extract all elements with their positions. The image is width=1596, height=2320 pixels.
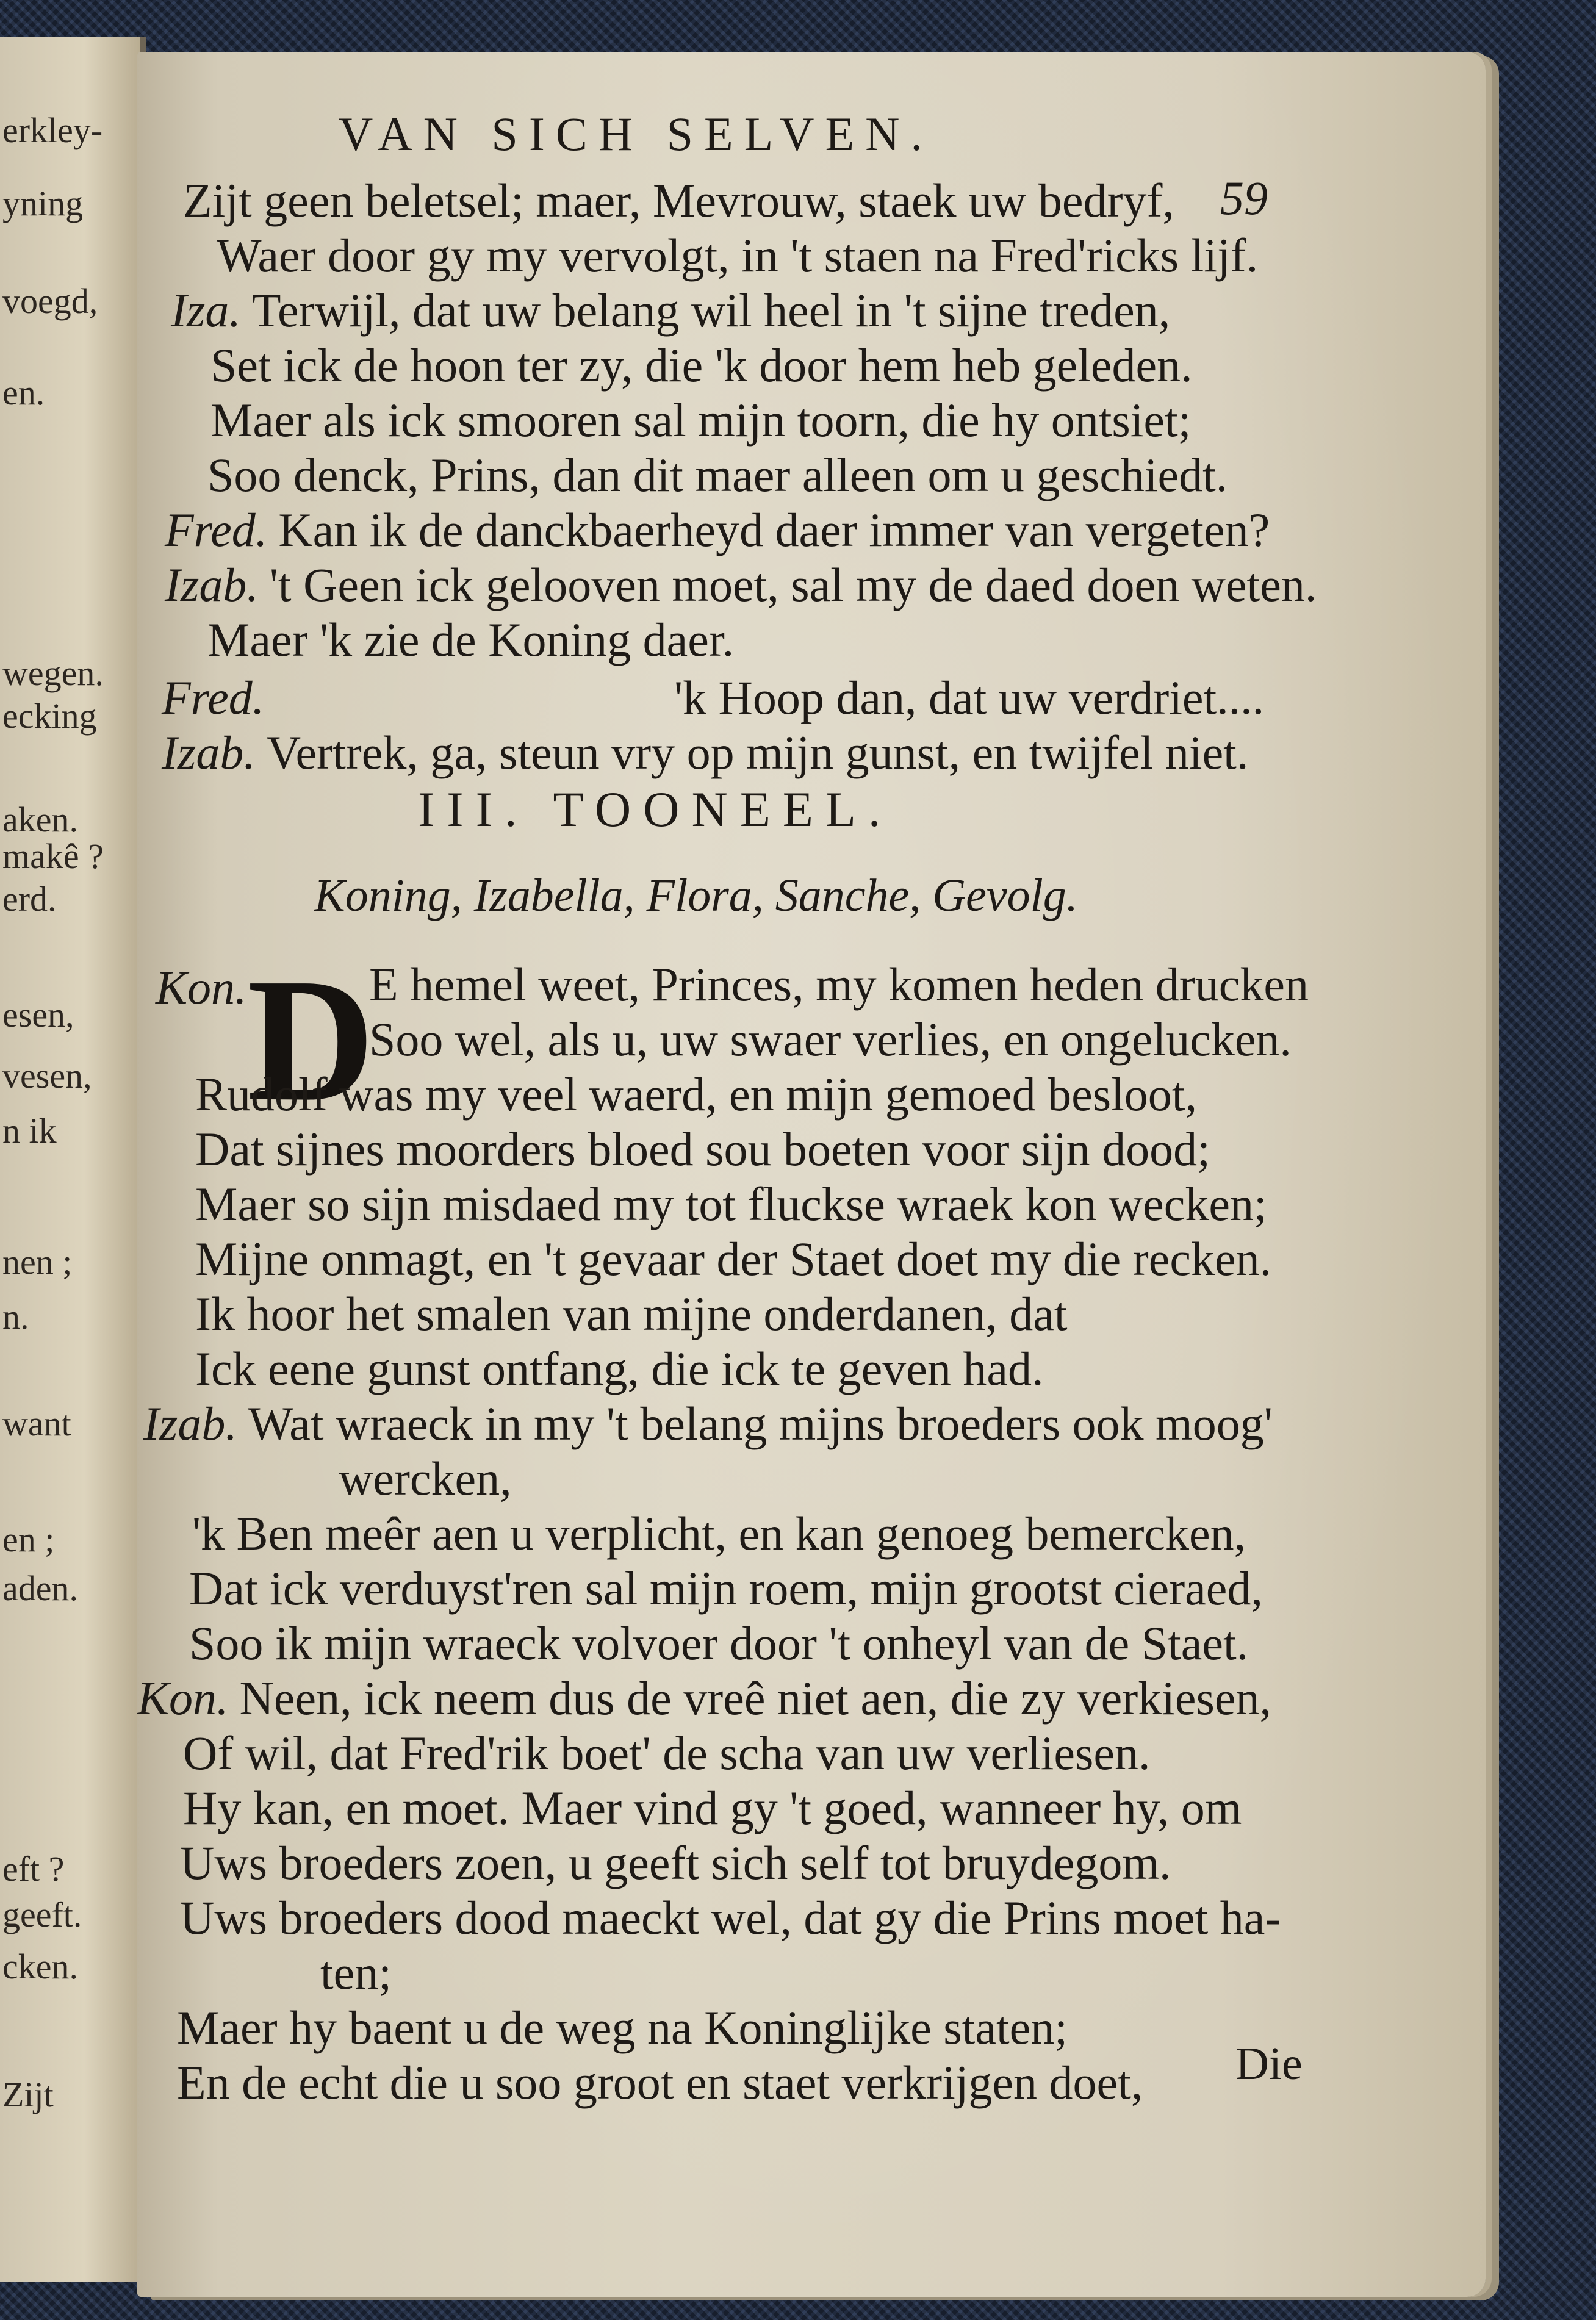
verse-line: ten; (320, 1946, 392, 1999)
verse-line: Set ick de hoon ter zy, die 'k door hem heb geleden. (210, 339, 1193, 392)
facing-fragment: voegd, (2, 281, 98, 321)
facing-fragment: wegen. (2, 653, 104, 693)
running-head: VAN SICH SELVEN. (339, 107, 933, 160)
speaker-label: Izab. (143, 1397, 237, 1450)
facing-fragment: vesen, (2, 1056, 92, 1096)
facing-fragment: aken. (2, 800, 78, 839)
verse-line: Dat ick verduyst'ren sal mijn roem, mijn grootst cieraed, (189, 1562, 1263, 1615)
speaker-label: Fred. (165, 503, 268, 556)
verse-line: Uws broeders zoen, u geeft sich self tot bruydegom. (180, 1836, 1171, 1889)
speaker-label: Izab. (162, 726, 256, 779)
speaker-label: Kon. (137, 1672, 229, 1725)
verse-line (162, 671, 275, 724)
facing-fragment: yning (2, 184, 84, 223)
catchword: Die (1235, 2038, 1303, 2089)
facing-fragment: n ik (2, 1111, 57, 1151)
facing-fragment: want (2, 1404, 71, 1443)
verse-line: Maer hy baent u de weg na Koninglijke staten; (177, 2001, 1068, 2054)
verse-line: Zijt geen beletsel; maer, Mevrouw, staek uw bedryf, (183, 174, 1174, 227)
verse-line: Uws broeders dood maeckt wel, dat gy die Prins moet ha- (180, 1891, 1281, 1944)
verse-line: wercken, (339, 1452, 512, 1505)
speaker-label: Fred. (162, 671, 265, 724)
verse-line: Of wil, dat Fred'rik boet' de scha van uw verliesen. (183, 1726, 1151, 1780)
verse-line: Izab. Wat wraeck in my 't belang mijns broeders ook moog' (143, 1397, 1273, 1450)
verse-line: Maer als ick smooren sal mijn toorn, die hy ontsiet; (210, 393, 1192, 447)
facing-fragment: erkley- (2, 110, 103, 150)
facing-fragment: en ; (2, 1520, 55, 1559)
verse-line: E hemel weet, Princes, my komen heden drucken (369, 958, 1309, 1011)
verse-line: Hy kan, en moet. Maer vind gy 't goed, wanneer hy, om (183, 1781, 1242, 1834)
verse-line: Ik hoor het smalen van mijne onderdanen, dat (195, 1287, 1068, 1340)
verse-line: Maer 'k zie de Koning daer. (207, 613, 735, 666)
facing-fragment: makê ? (2, 836, 104, 876)
verse-line: 'k Ben meêr aen u verplicht, en kan genoeg bemercken, (192, 1507, 1246, 1560)
facing-fragment: nen ; (2, 1242, 73, 1282)
facing-fragment: cken. (2, 1947, 78, 1986)
facing-fragment: en. (2, 373, 45, 412)
drop-cap: D (247, 942, 375, 1138)
verse-line: Fred. Kan ik de danckbaerheyd daer immer van vergeten? (165, 503, 1270, 556)
verse-line: Izab. 't Geen ick gelooven moet, sal my de daed doen weten. (165, 558, 1317, 611)
verse-line: Mijne onmagt, en 't gevaar der Staet doet my die recken. (195, 1232, 1272, 1285)
facing-fragment: n. (2, 1297, 29, 1337)
facing-fragment: eft ? (2, 1849, 65, 1889)
speaker-label: Kon. (156, 961, 247, 1014)
verse-line: Waer door gy my vervolgt, in 't staen na Fred'ricks lijf. (217, 229, 1259, 282)
verse-line: Soo ik mijn wraeck volvoer door 't onheyl van de Staet. (189, 1617, 1249, 1670)
facing-fragment: aden. (2, 1568, 78, 1608)
verse-line: Maer so sijn misdaed my tot fluckse wraek kon wecken; (195, 1177, 1267, 1230)
verse-line: Dat sijnes moorders bloed sou boeten voor sijn dood; (195, 1122, 1210, 1176)
facing-fragment: Zijt (2, 2075, 54, 2114)
facing-fragment: erd. (2, 879, 57, 919)
verse-line: 'k Hoop dan, dat uw verdriet.... (674, 671, 1265, 724)
page-text (137, 52, 1486, 2297)
verse-line: Ick eene gunst ontfang, die ick te geven had. (195, 1342, 1044, 1395)
speaker-label: Izab. (165, 558, 259, 611)
verse-line: En de echt die u soo groot en staet verkrijgen doet, (177, 2056, 1143, 2109)
scene-title: III. TOONEEL. (418, 781, 893, 837)
facing-fragment: esen, (2, 995, 74, 1035)
facing-page-edge (0, 37, 146, 2282)
verse-line: Soo wel, als u, uw swaer verlies, en ongelucken. (369, 1013, 1292, 1066)
cast-list: Koning, Izabella, Flora, Sanche, Gevolg. (314, 870, 1078, 921)
speaker-label: Iza. (171, 284, 241, 337)
verse-line: Kon. Neen, ick neem dus de vreê niet aen, die zy verkiesen, (137, 1672, 1271, 1725)
page-number: 59 (1220, 171, 1268, 224)
facing-fragment: ecking (2, 696, 97, 736)
verse-line: Soo denck, Prins, dan dit maer alleen om u geschiedt. (207, 448, 1228, 501)
book-page (137, 52, 1486, 2297)
facing-fragment: geeft. (2, 1895, 82, 1934)
verse-line: Iza. Terwijl, dat uw belang wil heel in 't sijne treden, (171, 284, 1171, 337)
verse-line: Izab. Vertrek, ga, steun vry op mijn gunst, en twijfel niet. (162, 726, 1249, 779)
verse-line: Rudolf was my veel waerd, en mijn gemoed besloot, (195, 1068, 1197, 1121)
